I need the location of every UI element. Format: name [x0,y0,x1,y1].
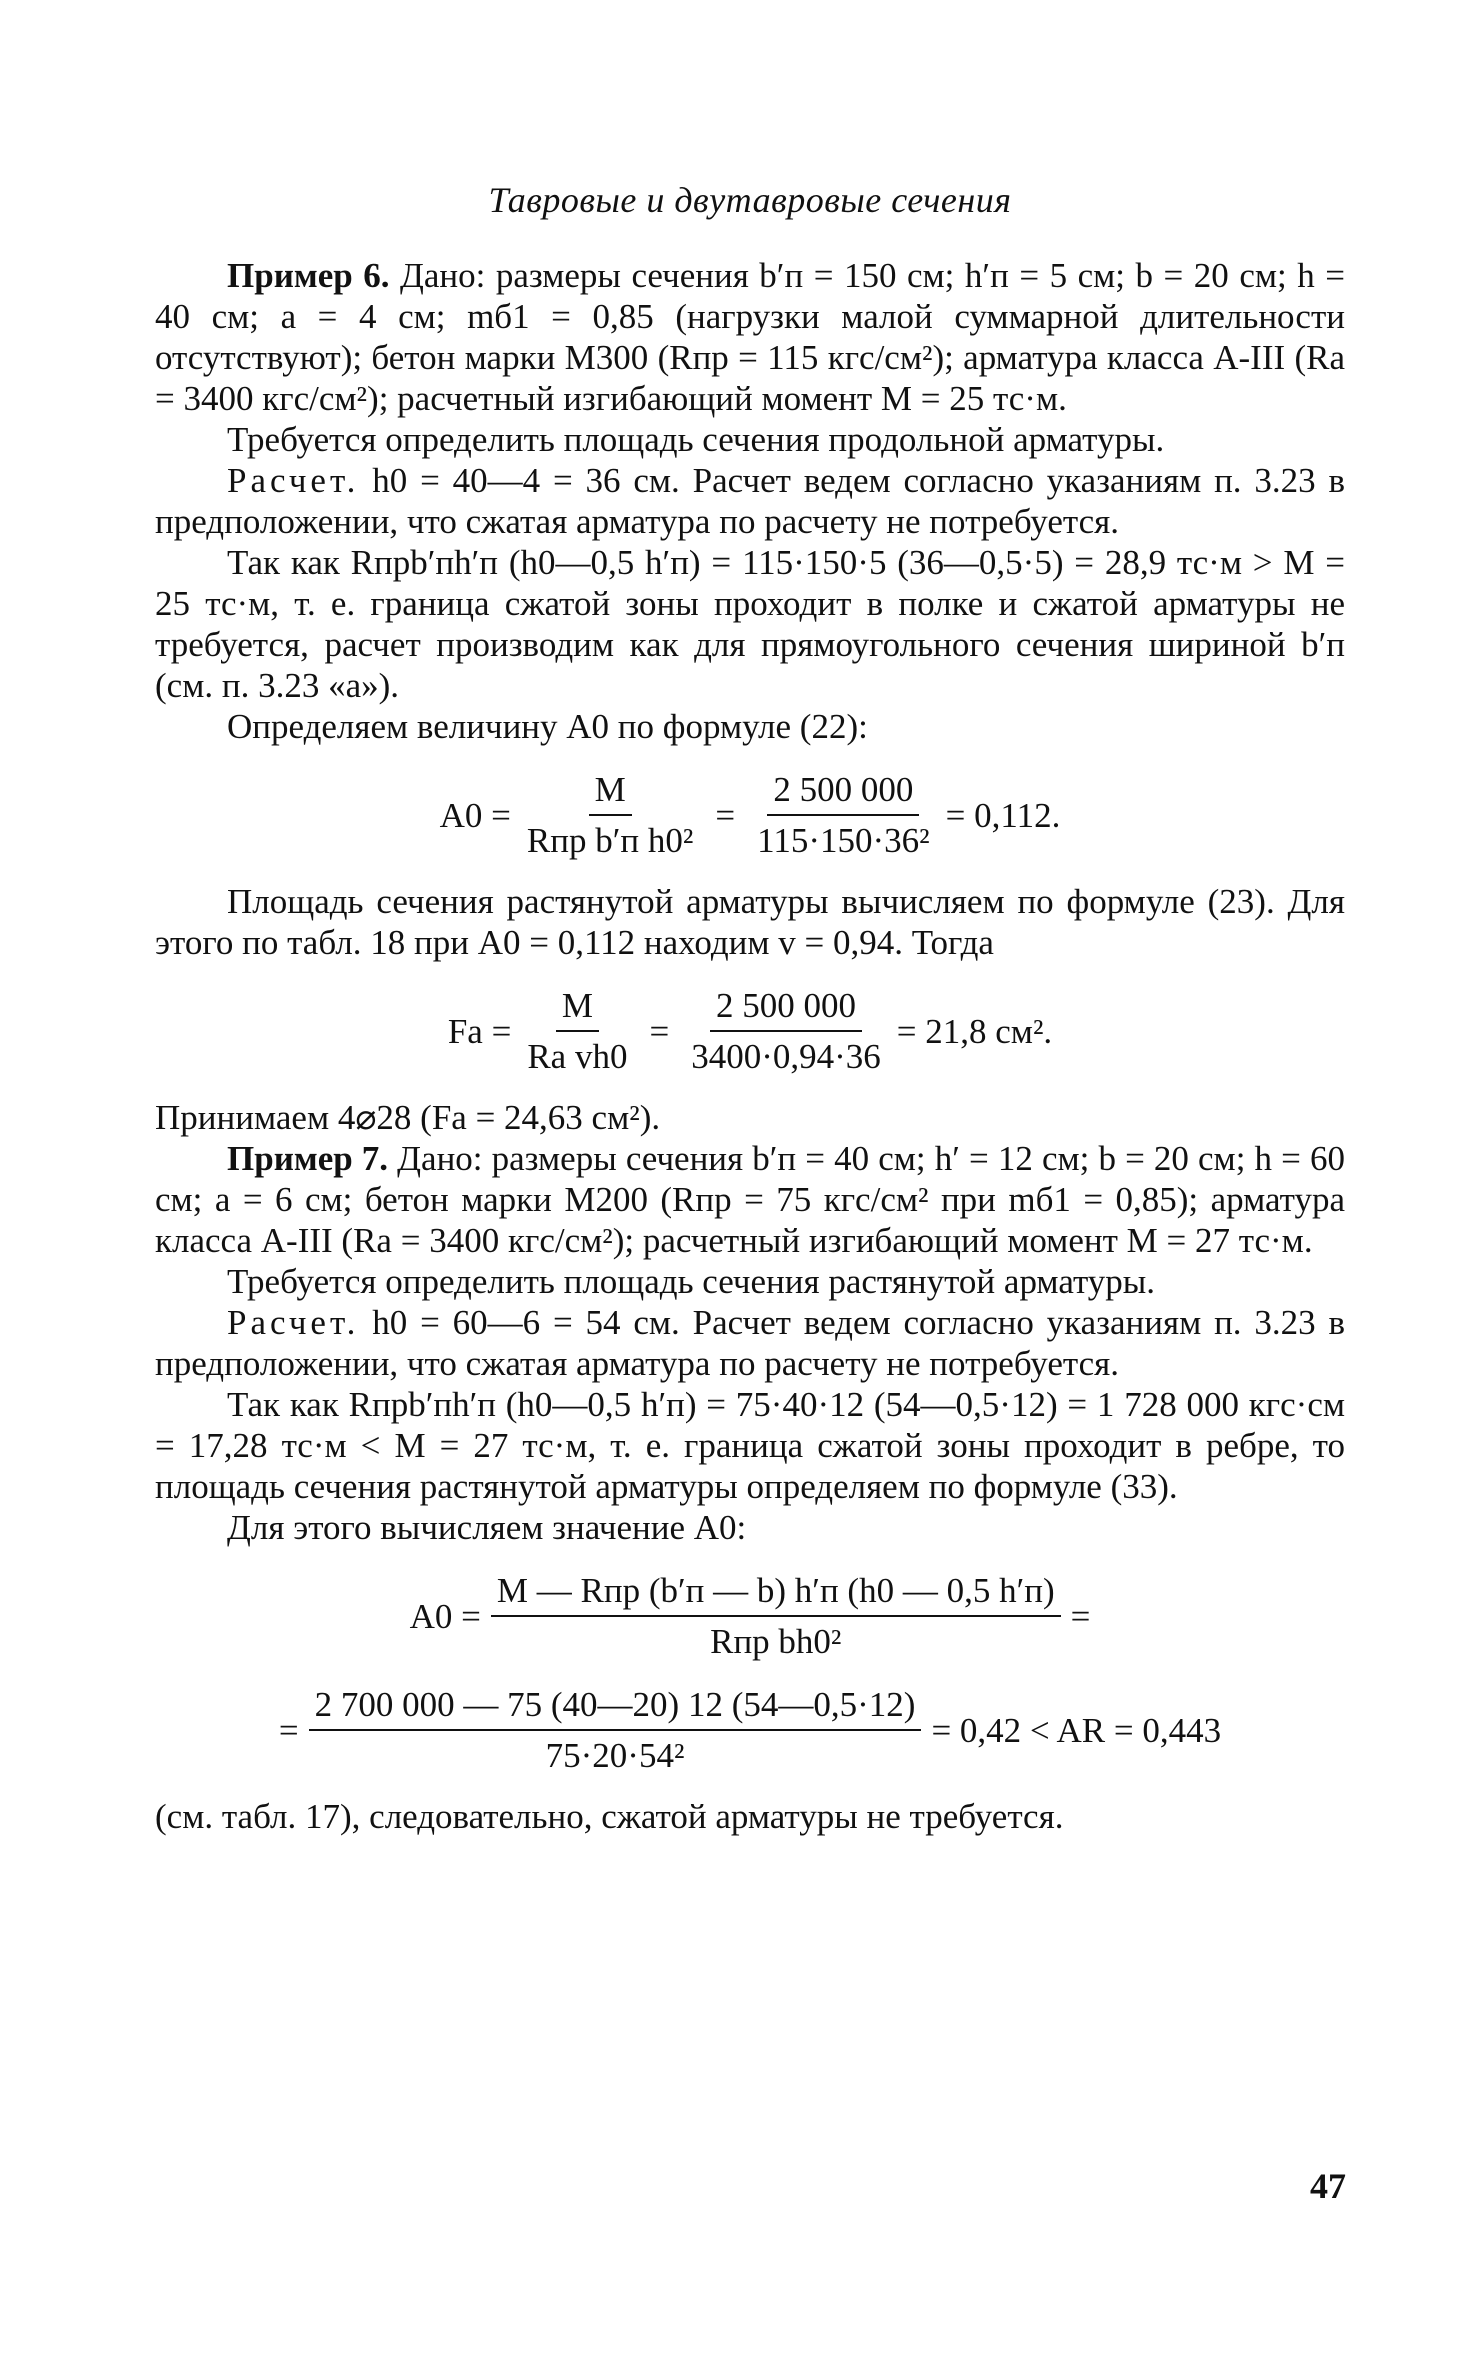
fraction-numerator: M [589,769,632,816]
fraction-denominator: 3400·0,94·36 [691,1037,881,1076]
formula-lhs: A0 = [409,1596,481,1636]
formula-a0-example7-line1 [155,1570,1345,1662]
example7-a0-intro: Для этого вычисляем значение A0: [227,1508,747,1547]
example7-calc-label: Расчет. [227,1303,360,1342]
example6-calc-text: h0 = 40—4 = 36 см. Расчет ведем согласно указаниям п. 3.23 в предположении, что сжатая арматура по расчету не потребуется. [155,461,1346,541]
formula-lhs: A0 = [439,795,511,835]
fraction-numerator: 2 500 000 [710,985,862,1032]
example7-calc-text: h0 = 60—6 = 54 см. Расчет ведем согласно указаниям п. 3.23 в предположении, что сжатая арматура по расчету не потребуется. [155,1303,1346,1383]
example7-given [155,1138,1345,1261]
formula-tail: = [1070,1596,1091,1636]
example7-heading: Пример 7. [227,1139,389,1178]
fraction-denominator: Rпр bh0² [710,1622,842,1661]
example7-calc [155,1302,1345,1384]
fraction-numerator: 2 700 000 — 75 (40—20) 12 (54—0,5·12) [309,1684,922,1731]
example6-given [155,255,1345,419]
formula-result: = 0,112. [945,795,1061,835]
formula-lhs: = [278,1710,299,1750]
example7-requirement: Требуется определить площадь сечения растянутой арматуры. [227,1262,1156,1301]
example6-check: Так как Rпрb′пh′п (h0—0,5 h′п) = 115·150·5 (36—0,5·5) = 28,9 тс·м > M = 25 тс·м, т. е. граница сжатой зоны проходит в полке и сжатой арматуры не требуется, расчет производим как для прямоугольного сечения шириной b′п (см. п. 3.23 «а»). [155,543,1345,705]
fraction [521,985,633,1077]
running-head: Тавровые и двутавровые сечения [488,180,1012,220]
formula-fa-example6 [155,985,1345,1077]
fraction-denominator: 75·20·54² [545,1736,685,1775]
example6-given-text: Дано: размеры сечения b′п = 150 см; h′п = 5 см; b = 20 см; h = 40 см; a = 4 см; mб1 = 0,85 (нагрузки малой суммарной длительности отсутствуют); бетон марки М300 (Rпр = 115 кгс/см²); арматура класса А-III (Rа = 3400 кгс/см²); расчетный изгибающий момент M = 25 тс·м. [155,256,1346,418]
fraction-denominator: 115·150·36² [757,821,930,860]
fraction [685,985,887,1077]
example6-heading: Пример 6. [227,256,390,295]
fraction [751,769,936,861]
page-content [155,180,1345,1837]
equals-sign: = [715,795,736,835]
fraction-numerator: M [556,985,599,1032]
fraction [521,769,699,861]
example6-accept: Принимаем 4⌀28 (Fа = 24,63 см²). [155,1098,661,1137]
fraction-numerator: 2 500 000 [767,769,919,816]
fraction [309,1684,922,1776]
example6-fa-intro: Площадь сечения растянутой арматуры вычисляем по формуле (23). Для этого по табл. 18 при A0 = 0,112 находим v = 0,94. Тогда [155,882,1345,962]
fraction [491,1570,1061,1662]
formula-lhs: Fа = [447,1011,512,1051]
example7-conclusion: (см. табл. 17), следовательно, сжатой арматуры не требуется. [155,1797,1064,1836]
example7-check: Так как Rпрb′пh′п (h0—0,5 h′п) = 75·40·12 (54—0,5·12) = 1 728 000 кгс·см = 17,28 тс·м < M = 27 тс·м, т. е. граница сжатой зоны проходит в ребре, то площадь сечения растянутой арматуры определяем по формуле (33). [155,1385,1345,1506]
fraction-numerator: M — Rпр (b′п — b) h′п (h0 — 0,5 h′п) [491,1570,1061,1617]
fraction-denominator: Rпр b′п h0² [526,821,694,860]
page-number: 47 [1310,2166,1346,2206]
formula-a0-example6 [155,769,1345,861]
formula-result: = 21,8 см². [896,1011,1053,1051]
fraction-denominator: Rа vh0 [527,1037,628,1076]
example7-given-text: Дано: размеры сечения b′п = 40 см; h′ = 12 см; b = 20 см; h = 60 см; a = 6 см; бетон марки М200 (Rпр = 75 кгс/см² при mб1 = 0,85); арматура класса А-III (Rа = 3400 кгс/см²); расчетный изгибающий момент M = 27 тс·м. [155,1139,1345,1260]
example6-a0-intro: Определяем величину A0 по формуле (22): [227,707,868,746]
example6-requirement: Требуется определить площадь сечения продольной арматуры. [227,420,1165,459]
equals-sign: = [649,1011,670,1051]
example6-calc-label: Расчет. [227,461,360,500]
formula-a0-example7-line2 [155,1684,1345,1776]
example6-calc [155,460,1345,542]
formula-result: = 0,42 < AR = 0,443 [931,1710,1222,1750]
